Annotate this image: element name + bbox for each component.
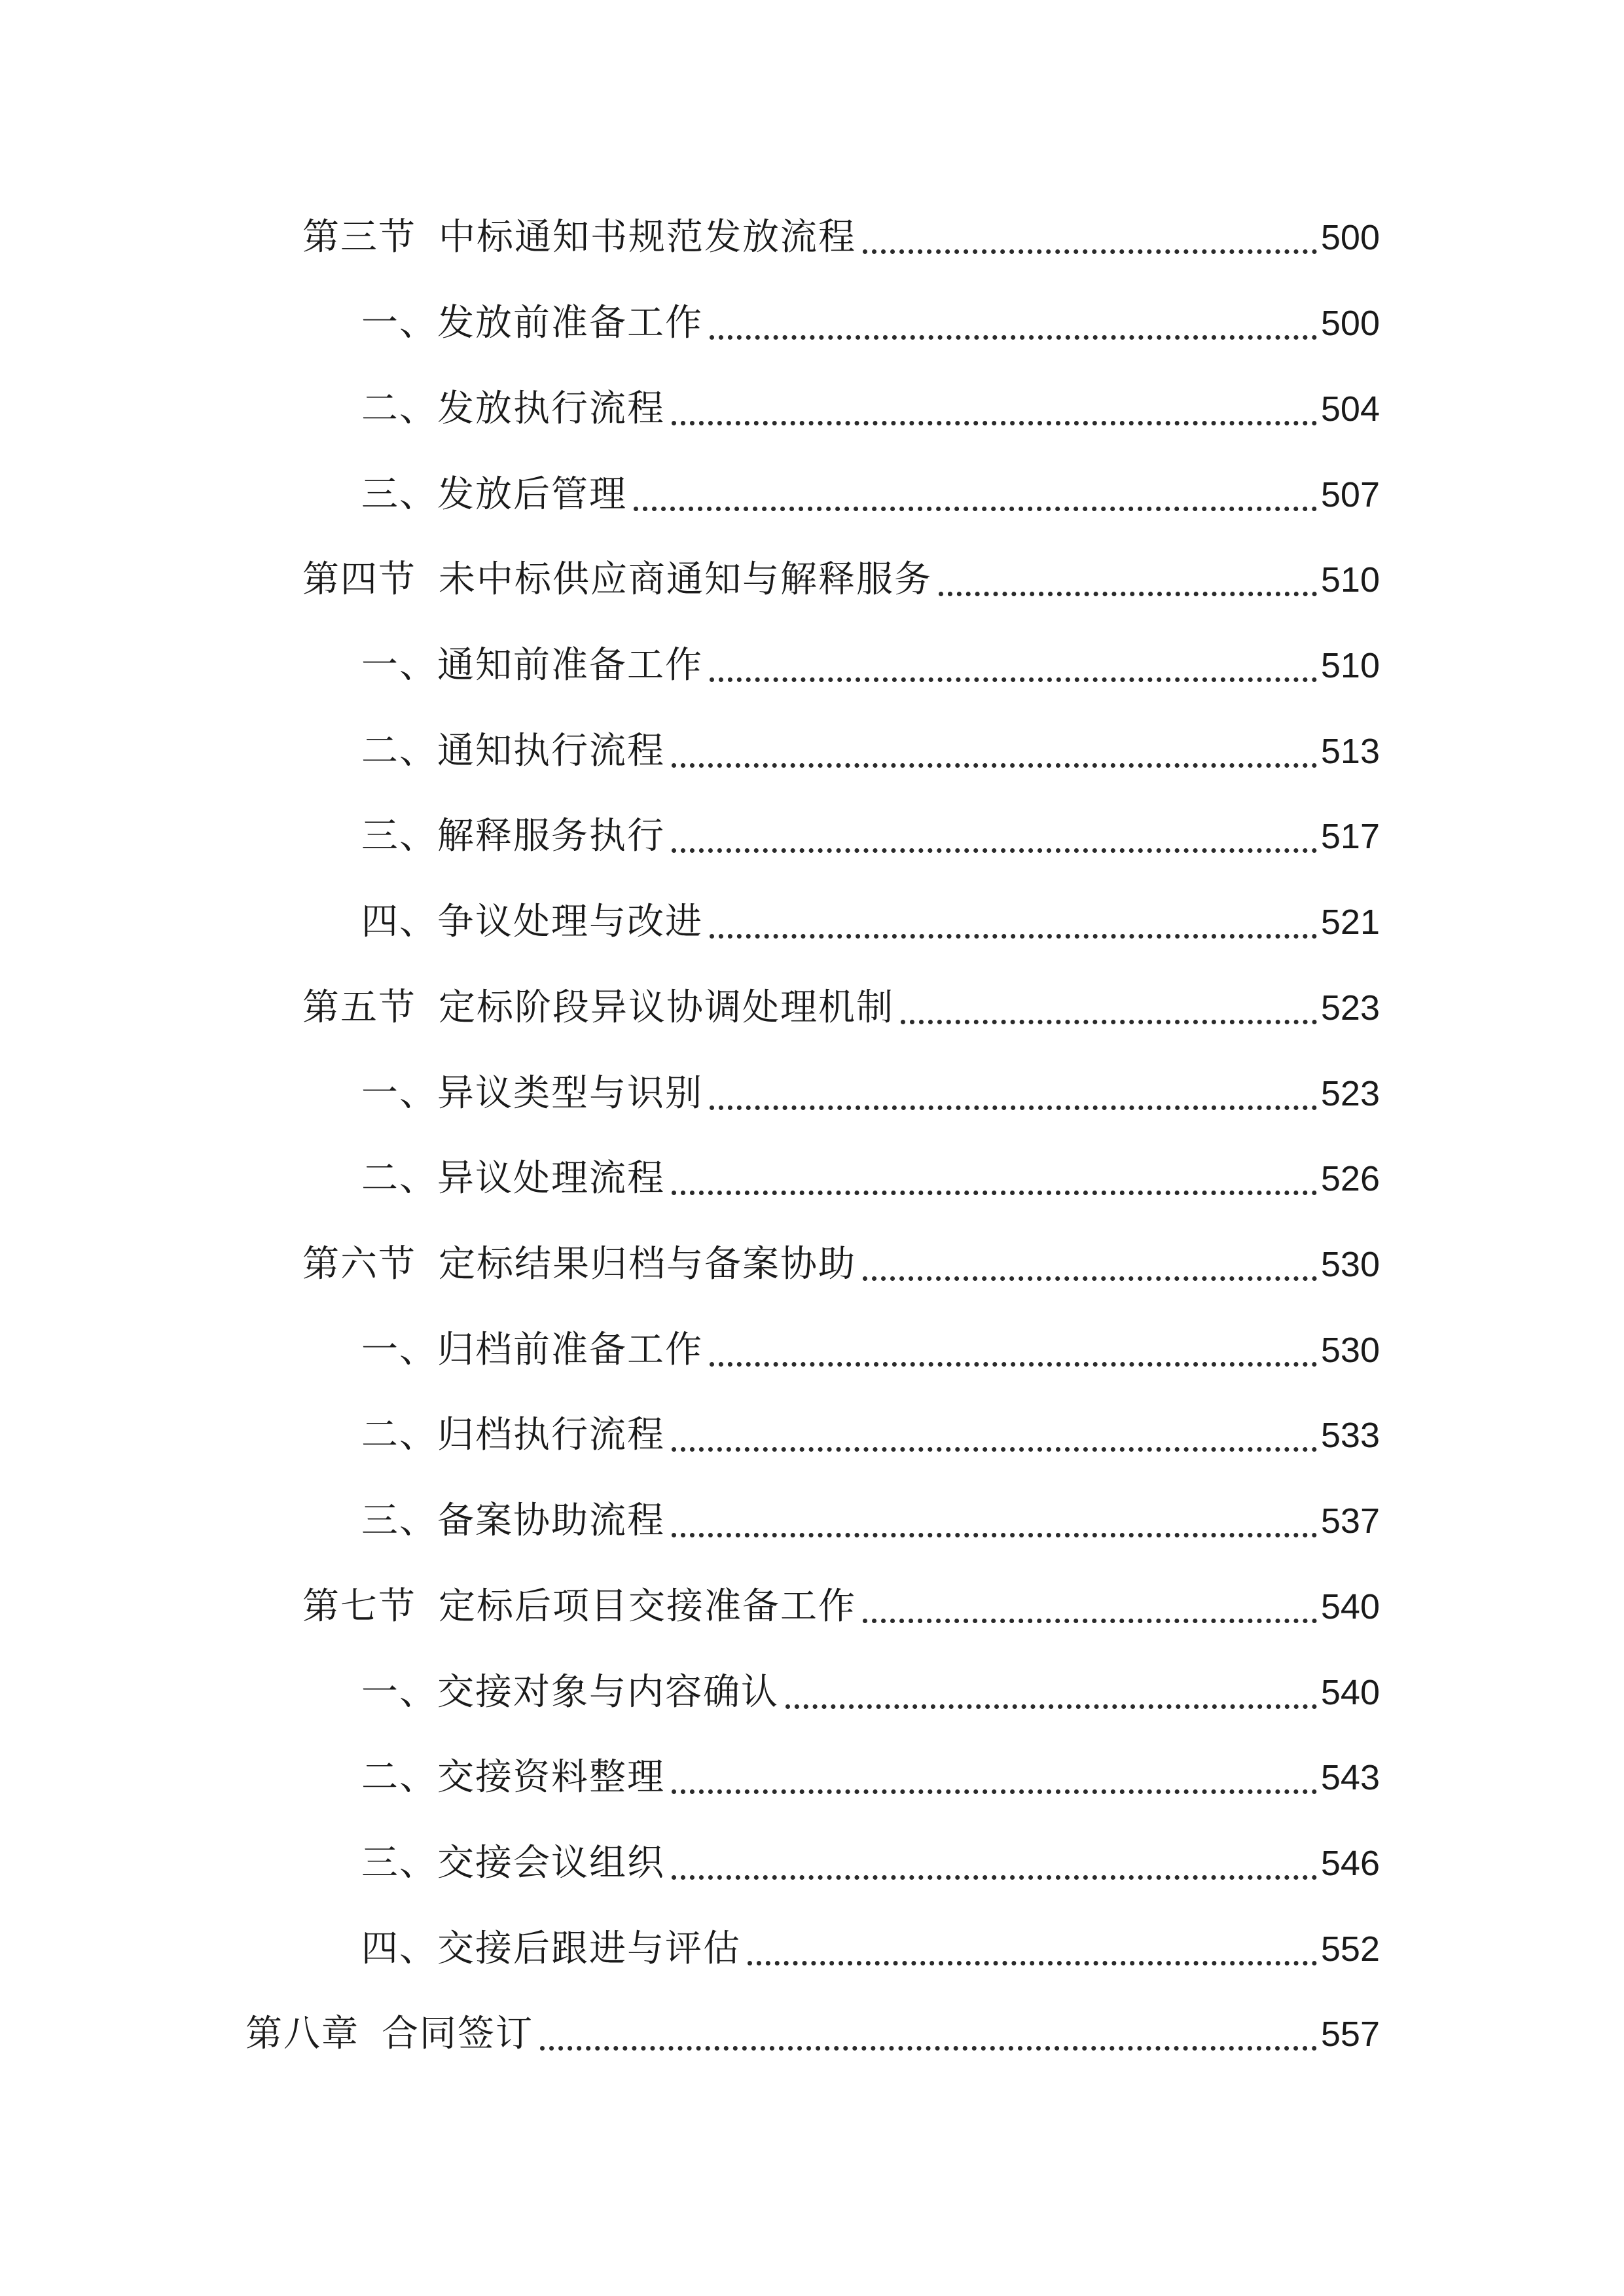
toc-entry-number: 第四节	[302, 558, 416, 601]
dot-leader	[710, 294, 1317, 353]
dot-leader	[672, 807, 1317, 866]
toc-entry-title: 一、异议类型与识别	[361, 1072, 703, 1115]
toc-entry-page: 500	[1320, 304, 1380, 343]
dot-leader	[901, 978, 1317, 1037]
dot-leader	[672, 1149, 1317, 1208]
dot-leader	[540, 2005, 1317, 2064]
toc-entry-page: 513	[1320, 732, 1380, 771]
toc-entry-title: 二、归档执行流程	[361, 1414, 665, 1456]
toc-entry-number: 第五节	[302, 986, 416, 1029]
toc-entry-title: 定标后项目交接准备工作	[439, 1585, 856, 1628]
toc-entry[interactable]	[361, 1321, 1380, 1380]
toc-entry[interactable]	[361, 636, 1380, 695]
toc-entry-title: 二、通知执行流程	[361, 730, 665, 772]
toc-entry-number: 第三节	[302, 216, 416, 259]
toc-entry-title: 定标结果归档与备案协助	[439, 1243, 856, 1285]
toc-entry-title: 三、交接会议组织	[361, 1842, 665, 1884]
toc-entry-title: 中标通知书规范发放流程	[439, 216, 856, 259]
toc-entry-page: 507	[1320, 475, 1380, 514]
dot-leader	[710, 1321, 1317, 1380]
toc-entry-page: 546	[1320, 1844, 1380, 1883]
toc-entry[interactable]	[361, 722, 1380, 781]
dot-leader	[634, 465, 1317, 524]
dot-leader	[672, 1492, 1317, 1551]
toc-entry-page: 523	[1320, 988, 1380, 1028]
toc-entry[interactable]	[245, 2005, 1380, 2064]
dot-leader	[672, 722, 1317, 781]
toc-entry[interactable]	[361, 807, 1380, 866]
toc-entry[interactable]	[361, 1663, 1380, 1722]
toc-entry[interactable]	[361, 465, 1380, 524]
toc-entry[interactable]	[302, 208, 1380, 267]
toc-entry-page: 517	[1320, 817, 1380, 856]
toc-entry-title: 三、备案协助流程	[361, 1499, 665, 1542]
dot-leader	[672, 1406, 1317, 1465]
dot-leader	[748, 1920, 1317, 1979]
toc-entry-page: 510	[1320, 560, 1380, 600]
dot-leader	[863, 1577, 1317, 1636]
dot-leader	[939, 550, 1317, 609]
toc-entry-number: 第七节	[302, 1585, 416, 1628]
toc-entry-title: 合同签订	[382, 2013, 533, 2055]
toc-entry-page: 557	[1320, 2015, 1380, 2054]
toc-entry-page: 504	[1320, 389, 1380, 429]
dot-leader	[863, 208, 1317, 267]
toc-entry-page: 526	[1320, 1159, 1380, 1198]
toc-entry[interactable]	[361, 1064, 1380, 1123]
toc-entry[interactable]	[302, 1577, 1380, 1636]
toc-entry-page: 543	[1320, 1758, 1380, 1797]
toc-entry-page: 533	[1320, 1416, 1380, 1455]
toc-entry[interactable]	[361, 1406, 1380, 1465]
toc-entry-number: 第八章	[245, 2013, 359, 2055]
toc-entry-title: 三、发放后管理	[361, 473, 627, 516]
toc-entry-title: 四、争议处理与改进	[361, 901, 703, 943]
toc-entry[interactable]	[361, 1748, 1380, 1807]
toc-entry-page: 500	[1320, 218, 1380, 257]
toc-entry-title: 一、归档前准备工作	[361, 1329, 703, 1371]
toc-entry-title: 一、交接对象与内容确认	[361, 1671, 779, 1713]
toc-entry-title: 三、解释服务执行	[361, 815, 665, 857]
toc-entry-page: 530	[1320, 1331, 1380, 1370]
toc-entry[interactable]	[361, 1920, 1380, 1979]
toc-entry[interactable]	[302, 978, 1380, 1037]
toc-entry-title: 二、交接资料整理	[361, 1756, 665, 1799]
toc-entry-page: 510	[1320, 646, 1380, 685]
toc-entry-page: 540	[1320, 1673, 1380, 1712]
toc-entry-title: 二、异议处理流程	[361, 1157, 665, 1200]
toc-entry[interactable]	[302, 1235, 1380, 1294]
toc-entry[interactable]	[302, 550, 1380, 609]
toc-entry-page: 540	[1320, 1587, 1380, 1626]
toc-entry-page: 552	[1320, 1929, 1380, 1969]
toc-entry-number: 第六节	[302, 1243, 416, 1285]
toc-entry-page: 521	[1320, 903, 1380, 942]
toc-entry[interactable]	[361, 380, 1380, 439]
dot-leader	[672, 1834, 1317, 1893]
toc-entry[interactable]	[361, 1834, 1380, 1893]
toc-entry[interactable]	[361, 1492, 1380, 1551]
dot-leader	[710, 636, 1317, 695]
dot-leader	[863, 1235, 1317, 1294]
toc-entry-page: 523	[1320, 1074, 1380, 1113]
toc-entry-title: 未中标供应商通知与解释服务	[439, 558, 932, 601]
toc-entry-title: 一、通知前准备工作	[361, 644, 703, 687]
toc-entry[interactable]	[361, 1149, 1380, 1208]
toc-entry-title: 一、发放前准备工作	[361, 302, 703, 344]
dot-leader	[785, 1663, 1317, 1722]
toc-entry[interactable]	[361, 294, 1380, 353]
toc-entry[interactable]	[361, 893, 1380, 952]
toc-entry-title: 定标阶段异议协调处理机制	[439, 986, 894, 1029]
dot-leader	[672, 1748, 1317, 1807]
toc-entry-title: 四、交接后跟进与评估	[361, 1928, 741, 1970]
toc-entry-title: 二、发放执行流程	[361, 387, 665, 430]
dot-leader	[710, 1064, 1317, 1123]
dot-leader	[710, 893, 1317, 952]
dot-leader	[672, 380, 1317, 439]
toc-entry-page: 537	[1320, 1501, 1380, 1541]
toc-entry-page: 530	[1320, 1245, 1380, 1284]
